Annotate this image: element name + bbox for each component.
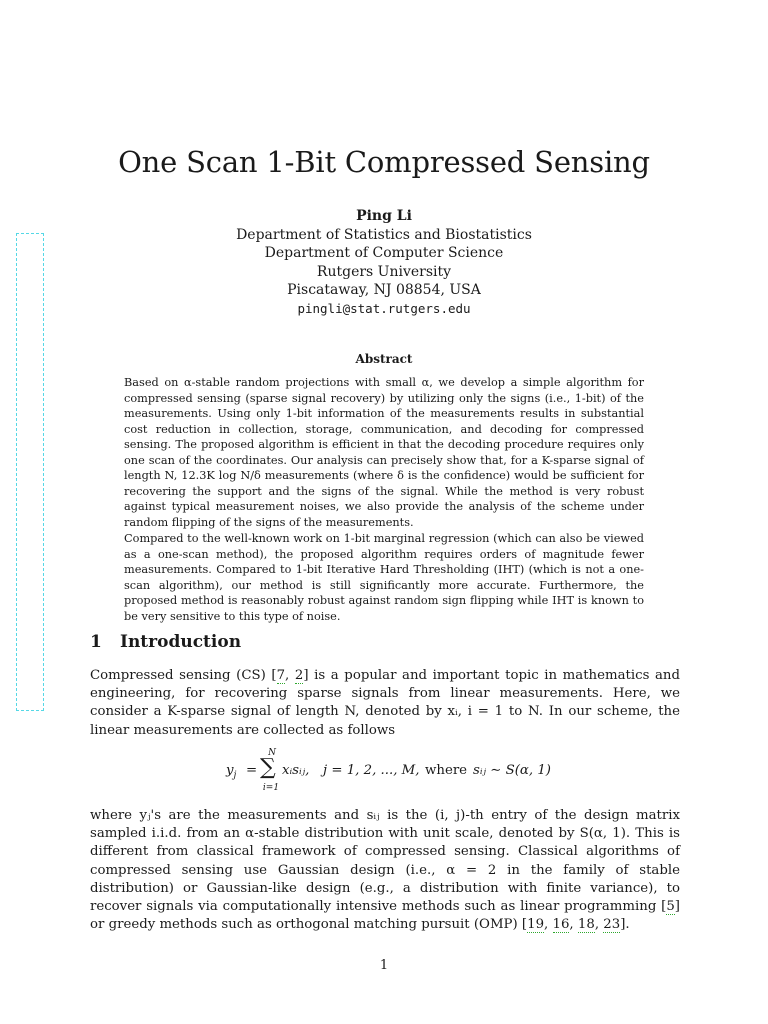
section-number: 1 — [90, 632, 102, 652]
equation-distribution: sᵢⱼ ∼ S(α, 1) — [473, 763, 551, 778]
equation-term: xᵢsᵢⱼ, — [282, 763, 310, 778]
email-link-border — [16, 233, 44, 711]
citation-link[interactable]: 2 — [294, 668, 304, 683]
section-heading — [90, 632, 241, 652]
equation — [226, 750, 556, 794]
sum-upper-limit: N — [268, 748, 276, 758]
sum-symbol: ∑ — [260, 755, 276, 780]
section-title: Introduction — [120, 632, 242, 652]
author-email[interactable]: pingli@stat.rutgers.edu — [297, 301, 471, 317]
body-paragraph — [90, 807, 680, 934]
citation-link[interactable]: 16 — [552, 917, 570, 933]
citation-link[interactable]: 18 — [577, 917, 595, 933]
author-name: Ping Li — [356, 208, 412, 224]
citation-link[interactable]: 5 — [666, 899, 675, 915]
affiliation-line: Department of Statistics and Biostatistics — [236, 227, 532, 243]
citation-separator: , — [569, 917, 578, 933]
citation-link[interactable]: 23 — [603, 917, 621, 933]
abstract-heading: Abstract — [355, 352, 413, 366]
equation-index-range: j = 1, 2, ..., M, — [323, 763, 420, 778]
equation-lhs — [226, 763, 236, 781]
citation-separator: , — [285, 668, 295, 683]
paragraph-text: where yⱼ's are the measurements and sᵢⱼ is the (i, j)-th entry of the design matrix sampled i.i.d. from an α-stable distribution with unit scale, denoted by S(α, 1). This is different from classical framework of compressed sensing. Classical algorithms of compressed sensing use Gaussian design (i.e., α = 2 in the family of stable distribution) or Gaussian-like design (e.g., a distribution with finite variance), to recover signals via computationally intensive methods such as linear programming [ — [90, 808, 680, 915]
affiliation-block — [0, 226, 768, 318]
affiliation-line: Piscataway, NJ 08854, USA — [287, 281, 481, 298]
equation-lhs-symbol: y — [226, 763, 234, 778]
paragraph-text: ] is a popular and important topic in mathematics and engineering, for recovering sparse signals from linear measurements. Here, we consider a K-sparse signal of length N, denoted by xᵢ, i = 1 to N. In our scheme, the linear measurements are collected as follows — [90, 668, 680, 738]
paper-title: One Scan 1-Bit Compressed Sensing — [118, 145, 650, 179]
abstract-paragraph: Based on α-stable random projections with small α, we develop a simple algorithm for compressed sensing (sparse signal recovery) by utilizing only the signs (i.e., 1-bit) of the measurements. Using only 1-bit information of the measurements results in substantial cost reduction in collection, storage, communication, and decoding for compressed sensing. The proposed algorithm is efficient in that the decoding procedure requires only one scan of the coordinates. Our analysis can precisely show that, for a K-sparse signal of length N, 12.3K log N/δ measurements (where δ is the confidence) would be sufficient for recovering the support and the signs of the signal. While the method is very robust against typical measurement noises, we also provide the analysis of the scheme under random flipping of the signs of the measurements. — [124, 376, 644, 529]
affiliation-line: Department of Computer Science — [264, 245, 504, 262]
paragraph-text: ]. — [620, 917, 630, 933]
citation-separator: , — [544, 917, 553, 933]
equation-where-label: where — [425, 763, 468, 778]
citation-separator: , — [594, 917, 604, 933]
abstract-paragraph: Compared to the well-known work on 1-bit marginal regression (which can also be viewed as a one-scan method), the proposed algorithm requires orders of magnitude fewer measurements. Compared to 1-bit Iterative Hard Thresholding (IHT) (which is not a one-scan algorithm), our method is still significantly more accurate. Furthermore, the proposed method is reasonably robust against random sign flipping while IHT is known to be very sensitive to this type of noise. — [124, 532, 644, 623]
citation-link[interactable]: 19 — [527, 917, 545, 933]
equation-equals: = — [246, 763, 258, 778]
citation-link[interactable]: 7 — [276, 668, 286, 683]
sum-lower-limit: i=1 — [262, 783, 280, 793]
affiliation-line: Rutgers University — [316, 263, 452, 280]
page-number: 1 — [379, 958, 389, 973]
equation-lhs-subscript: j — [233, 769, 237, 781]
body-paragraph — [90, 667, 680, 740]
paragraph-text: ] or greedy methods such as orthogonal matching pursuit (OMP) [ — [90, 899, 680, 933]
paragraph-text: Compressed sensing (CS) [ — [90, 668, 277, 683]
